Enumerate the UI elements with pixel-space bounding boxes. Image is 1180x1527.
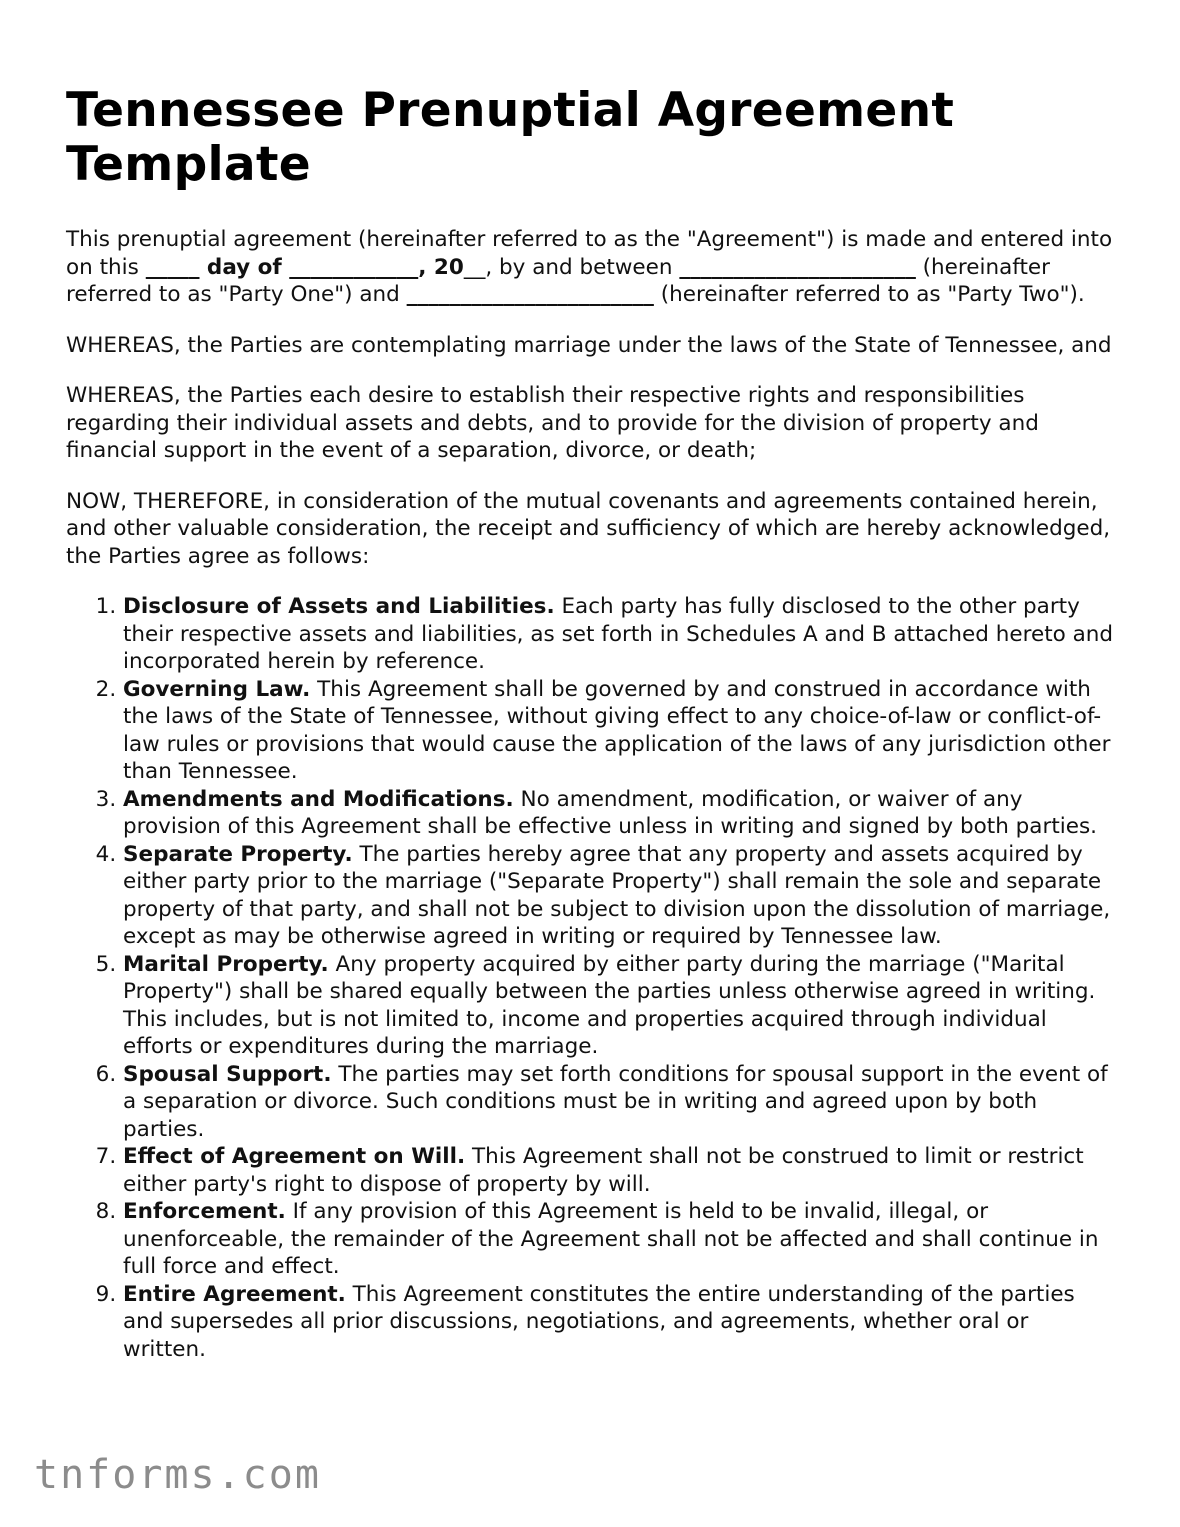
clause-text: No amendment, modification, or waiver of any provision of this Agreement shall be effective unless in writing and signed by both parties. [123, 786, 1097, 839]
clause-text: This Agreement shall not be construed to limit or restrict either party's right to dispose of property by will. [123, 1144, 1084, 1197]
document-title: Tennessee Prenuptial Agreement Template [66, 83, 955, 192]
clause-item [123, 1198, 1116, 1281]
intro-text-b: , by and between [485, 254, 680, 280]
clauses-list [66, 593, 1116, 1363]
year-label: , 20 [418, 254, 464, 280]
month-blank: ____________ [289, 254, 419, 280]
document-page [66, 84, 1116, 1363]
clause-heading: Entire Agreement. [123, 1281, 346, 1307]
clause-heading: Effect of Agreement on Will. [123, 1144, 466, 1169]
clause-text: This Agreement shall be governed by and construed in accordance with the laws of the State of Tennessee, without giving effect to any choice-of-law or conflict-of-law rules or provisions that would cause the application of the laws of any jurisdiction other than Tennessee. [123, 676, 1111, 784]
year-blank: __ [463, 254, 486, 280]
intro-text-a: This prenuptial agreement (hereinafter referred to as the "Agreement") is made and entered into on this [66, 227, 1113, 280]
intro-text-d: (hereinafter referred to as "Party Two"). [653, 282, 1085, 307]
clause-item [123, 1281, 1116, 1364]
clause-item [123, 841, 1116, 951]
intro-text-c: (hereinafter referred to as "Party One") and [66, 254, 1050, 307]
day-blank: _____ [145, 254, 200, 280]
clause-heading: Marital Property. [123, 951, 329, 977]
clause-heading: Spousal Support. [123, 1061, 332, 1087]
party-two-blank: _______________________ [406, 282, 654, 307]
clause-text: If any provision of this Agreement is held to be invalid, illegal, or unenforceable, the remainder of the Agreement shall not be affected and shall continue in full force and effect. [123, 1199, 1099, 1279]
clause-item [123, 1143, 1116, 1198]
clause-text: Each party has fully disclosed to the other party their respective assets and liabilities, as set forth in Schedules A and B attached hereto and incorporated herein by reference. [123, 594, 1114, 674]
clause-heading: Amendments and Modifications. [123, 786, 514, 812]
clause-item [123, 676, 1116, 786]
party-one-blank: ______________________ [679, 254, 916, 280]
clause-heading: Separate Property. [123, 841, 353, 867]
intro-paragraph [66, 226, 1116, 309]
clause-text: Any property acquired by either party during the marriage ("Marital Property") shall be shared equally between the parties unless otherwise agreed in writing. This includes, but is not limited to, income and properties acquired through individual efforts or expenditures during the marriage. [123, 951, 1096, 1059]
clause-item [123, 786, 1116, 841]
site-watermark: tnforms.com [34, 1452, 321, 1498]
whereas-paragraph-2: WHEREAS, the Parties each desire to establish their respective rights and responsibilities regarding their individual assets and debts, and to provide for the division of property and financial support in the event of a separation, divorce, or death; [66, 383, 1039, 463]
clause-heading: Enforcement. [123, 1199, 286, 1224]
clause-text: The parties hereby agree that any property and assets acquired by either party prior to the marriage ("Separate Property") shall remain the sole and separate property of that party, and shall not be subject to division upon the dissolution of marriage, except as may be otherwise agreed in writing or required by Tennessee law. [123, 841, 1111, 949]
day-of-label: day of [199, 254, 290, 280]
clause-heading: Governing Law. [123, 676, 311, 702]
clause-item [123, 1061, 1116, 1144]
clause-heading: Disclosure of Assets and Liabilities. [123, 594, 555, 619]
now-therefore-paragraph: NOW, THEREFORE, in consideration of the mutual covenants and agreements contained herein, and other valuable consideration, the receipt and sufficiency of which are hereby acknowledged, the Parties agree as follows: [66, 488, 1111, 569]
clause-text: This Agreement constitutes the entire understanding of the parties and supersedes all prior discussions, negotiations, and agreements, whether oral or written. [123, 1281, 1075, 1362]
clause-item [123, 951, 1116, 1061]
clause-item [123, 593, 1116, 676]
clause-text: The parties may set forth conditions for spousal support in the event of a separation or divorce. Such conditions must be in writing and agreed upon by both parties. [123, 1061, 1108, 1142]
whereas-paragraph-1: WHEREAS, the Parties are contemplating marriage under the laws of the State of Tennessee, and [66, 332, 1112, 358]
